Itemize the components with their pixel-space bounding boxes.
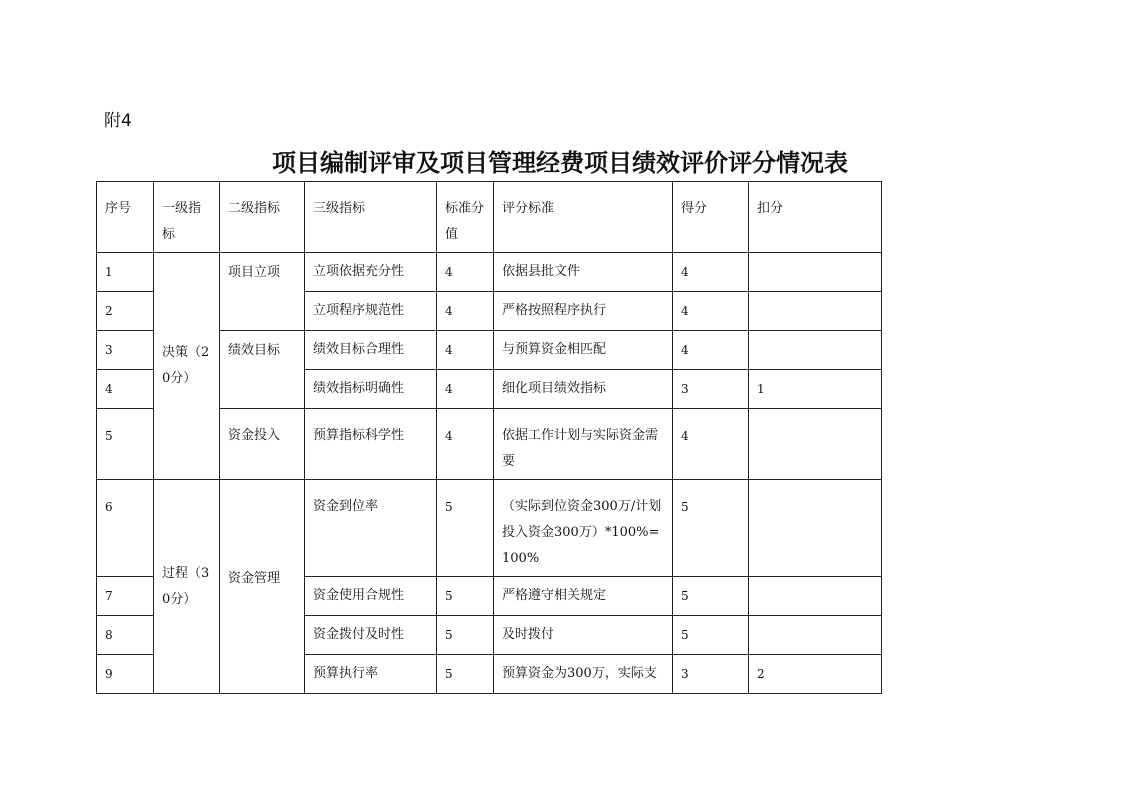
row-level3: 预算指标科学性 [305,409,437,480]
header-score: 得分 [673,182,749,253]
row-seq: 2 [97,292,154,331]
row-score: 4 [673,253,749,292]
header-level3: 三级指标 [305,182,437,253]
row-criteria: （实际到位资金300万/计划投入资金300万）*100%=100% [494,480,673,577]
level2-fund-input: 资金投入 [220,409,305,480]
row-criteria: 依据县批文件 [494,253,673,292]
row-std: 4 [437,370,494,409]
row-score: 5 [673,577,749,616]
header-criteria: 评分标准 [494,182,673,253]
header-std-score: 标准分值 [437,182,494,253]
header-level1: 一级指标 [154,182,220,253]
row-deduct [749,253,882,292]
row-score: 3 [673,655,749,694]
row-seq: 9 [97,655,154,694]
row-score: 4 [673,409,749,480]
level2-project-setup: 项目立项 [220,253,305,331]
row-criteria: 严格按照程序执行 [494,292,673,331]
row-seq: 4 [97,370,154,409]
row-seq: 1 [97,253,154,292]
evaluation-table [96,181,882,694]
level1-decision: 决策（20分） [154,253,220,480]
table-row [97,480,882,577]
row-level3: 立项依据充分性 [305,253,437,292]
row-std: 5 [437,616,494,655]
level2-performance-goal: 绩效目标 [220,331,305,409]
row-std: 5 [437,577,494,616]
row-level3: 立项程序规范性 [305,292,437,331]
row-score: 5 [673,616,749,655]
row-criteria: 依据工作计划与实际资金需要 [494,409,673,480]
row-std: 4 [437,331,494,370]
row-score: 4 [673,292,749,331]
row-std: 4 [437,292,494,331]
row-level3: 预算执行率 [305,655,437,694]
row-deduct [749,409,882,480]
row-seq: 6 [97,480,154,577]
table-row [97,253,882,292]
row-deduct [749,616,882,655]
row-deduct [749,577,882,616]
row-score: 3 [673,370,749,409]
page-title: 项目编制评审及项目管理经费项目绩效评价评分情况表 [272,148,848,177]
row-criteria: 及时拨付 [494,616,673,655]
row-seq: 3 [97,331,154,370]
row-criteria: 严格遵守相关规定 [494,577,673,616]
level2-fund-management: 资金管理 [220,480,305,694]
level1-process: 过程（30分） [154,480,220,694]
row-level3: 资金到位率 [305,480,437,577]
row-deduct [749,480,882,577]
row-std: 5 [437,480,494,577]
row-criteria: 与预算资金相匹配 [494,331,673,370]
row-seq: 5 [97,409,154,480]
row-deduct: 2 [749,655,882,694]
row-criteria: 细化项目绩效指标 [494,370,673,409]
row-criteria: 预算资金为300万，实际支 [494,655,673,694]
row-level3: 资金拨付及时性 [305,616,437,655]
row-score: 5 [673,480,749,577]
row-std: 4 [437,409,494,480]
row-seq: 7 [97,577,154,616]
row-std: 5 [437,655,494,694]
row-level3: 绩效目标合理性 [305,331,437,370]
row-level3: 绩效指标明确性 [305,370,437,409]
row-deduct: 1 [749,370,882,409]
header-row [97,182,882,253]
attachment-label: 附4 [104,111,132,131]
row-deduct [749,292,882,331]
row-std: 4 [437,253,494,292]
row-level3: 资金使用合规性 [305,577,437,616]
header-deduct: 扣分 [749,182,882,253]
row-score: 4 [673,331,749,370]
header-seq: 序号 [97,182,154,253]
row-seq: 8 [97,616,154,655]
header-level2: 二级指标 [220,182,305,253]
row-deduct [749,331,882,370]
